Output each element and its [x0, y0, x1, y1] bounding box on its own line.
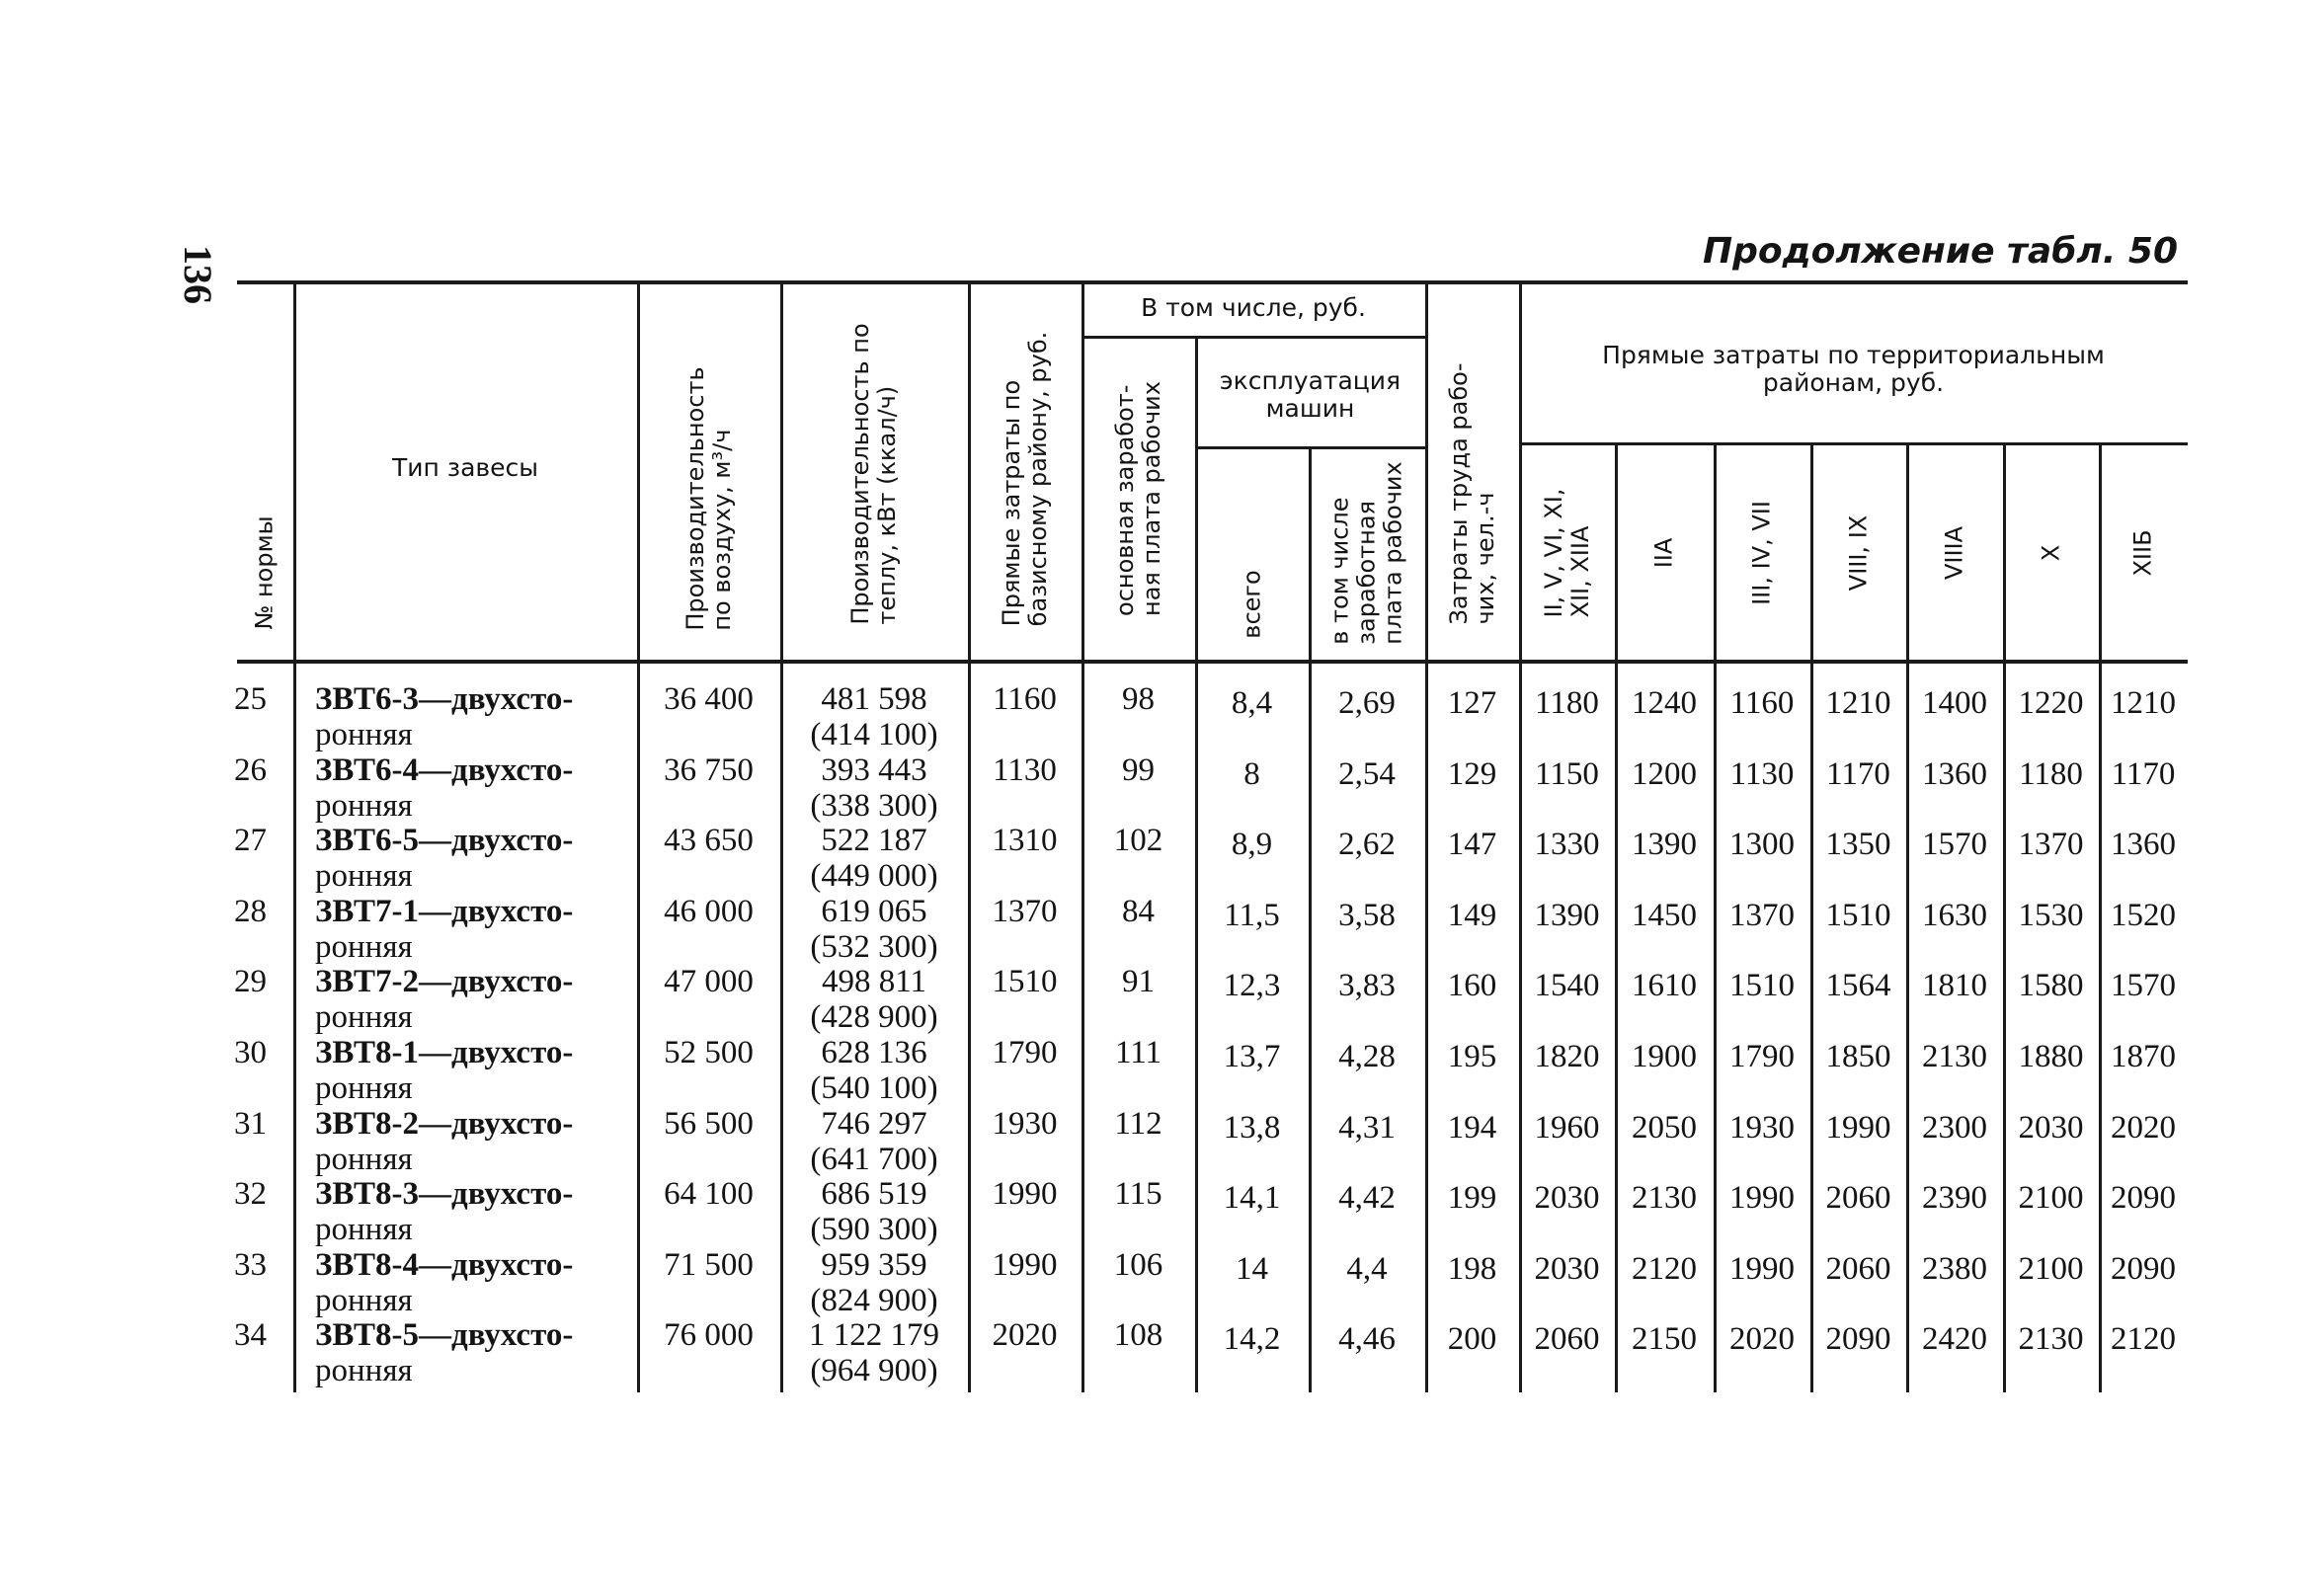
heat-kcal: (414 100): [810, 717, 938, 752]
table-top-rule: [237, 280, 2188, 284]
row-region-4: 1210: [1825, 685, 1891, 721]
row-norm-no: 34: [234, 1317, 267, 1354]
row-region-4: 1850: [1825, 1039, 1891, 1074]
header-air-capacity-text: Производительность по воздуху, м³/ч: [681, 366, 736, 631]
curtain-type-line1: ЗВТ6-4—двухсто-: [315, 751, 574, 788]
curtain-type-line1: ЗВТ8-2—двухсто-: [315, 1105, 574, 1142]
row-wages: 108: [1113, 1317, 1163, 1354]
row-air-capacity: 46 000: [664, 893, 754, 929]
row-direct-costs-base: 1160: [993, 681, 1057, 717]
curtain-type-line1: ЗВТ8-5—двухсто-: [315, 1317, 574, 1354]
header-region-2-text: IIA: [1649, 537, 1678, 569]
row-curtain-type: [315, 1317, 629, 1388]
curtain-type-line1: ЗВТ7-1—двухсто-: [315, 893, 574, 929]
row-labor: 129: [1447, 755, 1497, 792]
header-wages-text: основная заработ- ная плата рабочих: [1110, 381, 1165, 616]
row-region-1: 1180: [1535, 685, 1599, 721]
row-region-4: 1170: [1826, 755, 1890, 792]
row-region-6: 2100: [2018, 1250, 2084, 1287]
curtain-type-line2: ронняя: [315, 1070, 413, 1106]
table-continuation-caption: Продолжение табл. 50: [1702, 231, 2178, 272]
heat-kw: 393 443: [821, 751, 927, 788]
row-curtain-type: [315, 681, 629, 752]
row-machines-total: 11,5: [1224, 897, 1280, 933]
row-region-3: 2020: [1729, 1321, 1795, 1358]
row-labor: 160: [1447, 968, 1497, 1004]
row-direct-costs-base: 1930: [992, 1105, 1058, 1142]
row-wages: 112: [1114, 1105, 1162, 1142]
heat-kw: 628 136: [821, 1035, 927, 1070]
row-heat-capacity: [780, 1106, 968, 1177]
row-region-4: 2090: [1825, 1321, 1891, 1358]
heat-kw: 959 359: [821, 1246, 927, 1283]
row-machines-total: 14,1: [1223, 1180, 1281, 1217]
row-region-2: 1390: [1632, 827, 1697, 863]
row-region-1: 1390: [1534, 897, 1600, 933]
row-region-1: 1330: [1534, 827, 1600, 863]
heat-kcal: (428 900): [810, 999, 938, 1036]
header-machines-total-text: всего: [1238, 570, 1266, 639]
row-region-5: 1810: [1922, 968, 1987, 1004]
header-region-6-text: X: [2037, 544, 2065, 562]
row-norm-no: 27: [234, 823, 267, 859]
curtain-type-line2: ронняя: [315, 787, 413, 824]
row-wages: 99: [1122, 751, 1155, 788]
heat-kcal: (590 300): [810, 1212, 938, 1248]
row-direct-costs-base: 1790: [992, 1035, 1058, 1070]
row-region-3: 1790: [1729, 1039, 1795, 1074]
row-machines-wages: 2,62: [1338, 827, 1396, 863]
row-heat-capacity: [780, 894, 968, 965]
row-norm-no: 31: [234, 1105, 267, 1142]
row-region-7: 1520: [2111, 897, 2176, 933]
row-machines-wages: 2,69: [1338, 685, 1396, 721]
heat-kw: 481 598: [821, 681, 927, 717]
row-region-1: 1150: [1535, 755, 1599, 792]
row-wages: 84: [1122, 893, 1155, 929]
row-region-3: 1130: [1729, 755, 1795, 792]
header-machines-wages-text: в том числе заработная плата рабочих: [1325, 461, 1407, 645]
row-wages: 91: [1122, 964, 1155, 1000]
including-sub-rule: [1082, 336, 1425, 339]
row-curtain-type: [315, 1176, 629, 1247]
row-wages: 106: [1113, 1246, 1163, 1283]
row-region-5: 1570: [1922, 827, 1987, 863]
header-region-3-text: III, IV, VII: [1747, 501, 1776, 605]
row-region-4: 1350: [1825, 827, 1891, 863]
row-region-3: 1990: [1729, 1180, 1795, 1217]
heat-kw: 686 519: [821, 1176, 927, 1213]
row-curtain-type: [315, 1106, 629, 1177]
row-region-3: 1160: [1729, 685, 1795, 721]
row-region-4: 1510: [1825, 897, 1891, 933]
row-heat-capacity: [780, 1176, 968, 1247]
row-labor: 127: [1447, 685, 1497, 721]
row-air-capacity: 47 000: [664, 964, 754, 1000]
row-curtain-type: [315, 1035, 629, 1106]
row-region-7: 1570: [2111, 968, 2176, 1004]
curtain-type-line2: ронняя: [315, 717, 413, 752]
row-curtain-type: [315, 752, 629, 824]
row-region-6: 1530: [2018, 897, 2084, 933]
curtain-type-line2: ронняя: [315, 1212, 413, 1248]
row-direct-costs-base: 1990: [992, 1246, 1058, 1283]
row-region-3: 1370: [1729, 897, 1795, 933]
row-machines-wages: 4,46: [1338, 1321, 1396, 1358]
heat-kcal: (964 900): [810, 1353, 938, 1389]
row-region-4: 1564: [1825, 968, 1891, 1004]
row-region-4: 2060: [1825, 1180, 1891, 1217]
row-curtain-type: [315, 894, 629, 965]
row-region-5: 2130: [1922, 1039, 1987, 1074]
row-air-capacity: 56 500: [664, 1105, 754, 1142]
row-region-7: 2120: [2111, 1321, 2176, 1358]
col-rule-name: [293, 280, 296, 1392]
row-region-1: 2060: [1534, 1321, 1600, 1358]
row-region-3: 1990: [1729, 1250, 1795, 1287]
row-region-6: 1370: [2018, 827, 2084, 863]
heat-kcal: (449 000): [810, 858, 938, 895]
curtain-type-line1: ЗВТ8-1—двухсто-: [315, 1035, 574, 1070]
row-heat-capacity: [780, 1317, 968, 1388]
row-labor: 147: [1447, 827, 1497, 863]
row-norm-no: 25: [234, 681, 267, 717]
row-region-5: 2420: [1922, 1321, 1987, 1358]
row-region-2: 2150: [1632, 1321, 1697, 1358]
row-air-capacity: 43 650: [664, 823, 754, 859]
row-machines-total: 8,4: [1231, 685, 1273, 721]
heat-kcal: (532 300): [810, 928, 938, 965]
row-heat-capacity: [780, 964, 968, 1035]
row-air-capacity: 36 750: [664, 751, 754, 788]
row-region-6: 1880: [2018, 1039, 2084, 1074]
row-region-2: 1610: [1632, 968, 1697, 1004]
row-direct-costs-base: 1510: [992, 964, 1058, 1000]
row-region-6: 2100: [2018, 1180, 2084, 1217]
row-labor: 198: [1447, 1250, 1497, 1287]
row-norm-no: 28: [234, 893, 267, 929]
row-air-capacity: 71 500: [664, 1246, 754, 1283]
regions-sub-rule: [1519, 442, 2188, 445]
curtain-type-line2: ронняя: [315, 858, 413, 895]
row-machines-wages: 4,31: [1338, 1109, 1396, 1146]
row-region-2: 1900: [1632, 1039, 1697, 1074]
heat-kw: 1 122 179: [809, 1317, 939, 1354]
heat-kw: 619 065: [821, 893, 927, 929]
header-bottom-rule: [237, 660, 2188, 664]
header-region-5-text: VIIIA: [1940, 525, 1968, 581]
heat-kcal: (338 300): [810, 787, 938, 824]
row-heat-capacity: [780, 1247, 968, 1318]
row-region-7: 1170: [2111, 755, 2176, 792]
row-region-6: 1220: [2018, 685, 2084, 721]
heat-kw: 746 297: [821, 1105, 927, 1142]
row-heat-capacity: [780, 823, 968, 894]
row-air-capacity: 64 100: [664, 1176, 754, 1213]
header-direct-costs-base-text: Прямые затраты по базисному району, руб.: [997, 331, 1052, 627]
row-air-capacity: 36 400: [664, 681, 754, 717]
curtain-type-line2: ронняя: [315, 999, 413, 1036]
row-region-2: 2120: [1632, 1250, 1697, 1287]
row-machines-total: 14: [1236, 1250, 1268, 1287]
row-labor: 195: [1447, 1039, 1497, 1074]
row-region-3: 1300: [1729, 827, 1795, 863]
row-machines-total: 8,9: [1231, 827, 1273, 863]
row-region-7: 2090: [2111, 1250, 2176, 1287]
row-machines-wages: 4,28: [1338, 1039, 1396, 1074]
row-region-7: 1870: [2111, 1039, 2176, 1074]
curtain-type-line1: ЗВТ8-3—двухсто-: [315, 1176, 574, 1213]
row-region-1: 2030: [1534, 1180, 1600, 1217]
row-region-2: 2050: [1632, 1109, 1697, 1146]
row-region-7: 1360: [2111, 827, 2176, 863]
row-machines-total: 8: [1243, 755, 1260, 792]
row-heat-capacity: [780, 681, 968, 752]
row-air-capacity: 52 500: [664, 1035, 754, 1070]
heat-kw: 522 187: [821, 823, 927, 859]
row-norm-no: 32: [234, 1176, 267, 1213]
row-direct-costs-base: 1990: [992, 1176, 1058, 1213]
row-norm-no: 30: [234, 1035, 267, 1070]
col-rule-mach-total: [1195, 336, 1198, 1392]
curtain-type-line1: ЗВТ6-5—двухсто-: [315, 823, 574, 859]
row-region-5: 1360: [1922, 755, 1987, 792]
row-region-6: 1180: [2019, 755, 2083, 792]
row-region-7: 1210: [2111, 685, 2176, 721]
row-curtain-type: [315, 1247, 629, 1318]
row-curtain-type: [315, 823, 629, 894]
row-machines-wages: 4,4: [1346, 1250, 1388, 1287]
row-region-2: 1450: [1632, 897, 1697, 933]
curtain-type-line1: ЗВТ7-2—двухсто-: [315, 964, 574, 1000]
row-region-1: 1960: [1534, 1109, 1600, 1146]
row-direct-costs-base: 1310: [992, 823, 1058, 859]
row-region-6: 2130: [2018, 1321, 2084, 1358]
header-machines: эксплуатация машин: [1219, 366, 1402, 423]
row-machines-total: 13,8: [1223, 1109, 1281, 1146]
row-region-7: 2090: [2111, 1180, 2176, 1217]
header-region-1-text: II, V, VI, XI, XII, XIIA: [1539, 488, 1594, 618]
curtain-type-line2: ронняя: [315, 1282, 413, 1318]
row-wages: 98: [1122, 681, 1155, 717]
row-machines-total: 13,7: [1223, 1039, 1281, 1074]
curtain-type-line2: ронняя: [315, 1353, 413, 1389]
row-machines-wages: 3,83: [1338, 968, 1396, 1004]
row-machines-total: 14,2: [1223, 1321, 1281, 1358]
row-machines-wages: 3,58: [1338, 897, 1396, 933]
row-norm-no: 26: [234, 751, 267, 788]
row-norm-no: 29: [234, 964, 267, 1000]
row-machines-total: 12,3: [1223, 968, 1281, 1004]
heat-kw: 498 811: [821, 964, 927, 1000]
header-region-7-text: XIIБ: [2128, 529, 2157, 577]
row-direct-costs-base: 1370: [992, 893, 1058, 929]
row-region-6: 1580: [2018, 968, 2084, 1004]
header-norm-no-text: № нормы: [250, 515, 279, 630]
row-wages: 111: [1114, 1035, 1162, 1070]
row-direct-costs-base: 2020: [992, 1317, 1058, 1354]
row-region-2: 1240: [1632, 685, 1697, 721]
row-region-6: 2030: [2018, 1109, 2084, 1146]
row-heat-capacity: [780, 752, 968, 824]
row-region-1: 2030: [1534, 1250, 1600, 1287]
header-curtain-type: Тип завесы: [391, 453, 539, 482]
row-region-2: 2130: [1632, 1180, 1697, 1217]
row-region-5: 2300: [1922, 1109, 1987, 1146]
row-region-5: 1630: [1922, 897, 1987, 933]
curtain-type-line2: ронняя: [315, 1141, 413, 1177]
row-labor: 200: [1447, 1321, 1497, 1358]
row-machines-wages: 4,42: [1338, 1180, 1396, 1217]
row-region-4: 1990: [1825, 1109, 1891, 1146]
row-norm-no: 33: [234, 1246, 267, 1283]
header-heat-capacity-text: Производительность по теплу, кВт (ккал/ч): [846, 323, 901, 625]
curtain-type-line2: ронняя: [315, 928, 413, 965]
row-curtain-type: [315, 964, 629, 1035]
header-region-4-text: VIII, IX: [1844, 514, 1873, 592]
row-region-1: 1540: [1534, 968, 1600, 1004]
row-region-4: 2060: [1825, 1250, 1891, 1287]
row-direct-costs-base: 1130: [993, 751, 1057, 788]
row-machines-wages: 2,54: [1338, 755, 1396, 792]
header-including-rub: В том числе, руб.: [1141, 293, 1366, 322]
page-number: 136: [176, 245, 220, 304]
curtain-type-line1: ЗВТ6-3—двухсто-: [315, 681, 574, 717]
row-region-5: 2380: [1922, 1250, 1987, 1287]
row-region-5: 1400: [1922, 685, 1987, 721]
row-wages: 115: [1114, 1176, 1162, 1213]
row-region-3: 1930: [1729, 1109, 1795, 1146]
row-air-capacity: 76 000: [664, 1317, 754, 1354]
curtain-type-line1: ЗВТ8-4—двухсто-: [315, 1246, 574, 1283]
heat-kcal: (824 900): [810, 1282, 938, 1318]
row-labor: 194: [1447, 1109, 1497, 1146]
row-region-5: 2390: [1922, 1180, 1987, 1217]
header-labor-text: Затраты труда рабо- чих, чел.-ч: [1444, 362, 1499, 625]
heat-kcal: (641 700): [810, 1141, 938, 1177]
row-region-1: 1820: [1534, 1039, 1600, 1074]
row-labor: 199: [1447, 1180, 1497, 1217]
header-regional-costs: Прямые затраты по территориальным районам, руб.: [1602, 341, 2105, 397]
row-heat-capacity: [780, 1035, 968, 1106]
row-region-2: 1200: [1632, 755, 1697, 792]
row-wages: 102: [1113, 823, 1163, 859]
row-region-7: 2020: [2111, 1109, 2176, 1146]
heat-kcal: (540 100): [810, 1070, 938, 1106]
row-region-3: 1510: [1729, 968, 1795, 1004]
row-labor: 149: [1447, 897, 1497, 933]
